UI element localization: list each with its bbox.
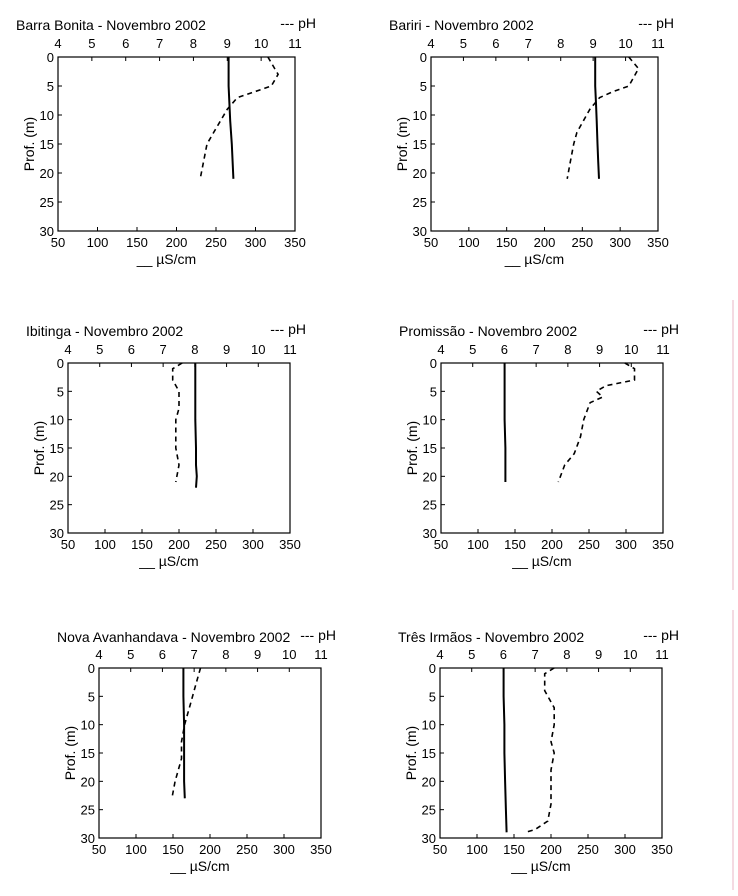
- left-tick-label: 10: [49, 412, 64, 428]
- top-tick-label: 8: [189, 36, 198, 51]
- left-tick-label: 5: [419, 79, 427, 94]
- bottom-tick-label: 300: [244, 235, 267, 250]
- bottom-tick-label: 300: [614, 842, 636, 857]
- left-tick-label: 20: [39, 166, 54, 181]
- top-tick-label: 10: [282, 647, 297, 662]
- y-axis-label: Prof. (m): [404, 420, 420, 476]
- legend-ph: --- pH: [643, 627, 679, 643]
- top-tick-label: 11: [655, 647, 669, 662]
- top-tick-label: 8: [191, 342, 199, 357]
- left-tick-label: 30: [421, 831, 436, 846]
- top-tick-label: 6: [122, 36, 130, 51]
- bottom-tick-label: 350: [284, 235, 306, 250]
- top-tick-label: 5: [127, 647, 135, 662]
- top-tick-label: 10: [618, 36, 633, 51]
- left-tick-label: 15: [422, 441, 437, 456]
- ph-series-line: [172, 668, 201, 798]
- bottom-tick-label: 50: [60, 537, 76, 552]
- x-axis-label: __ µS/cm: [512, 553, 572, 569]
- chart-title: Nova Avanhandava - Novembro 2002: [57, 629, 291, 645]
- bottom-tick-label: 350: [279, 537, 301, 552]
- bottom-tick-label: 150: [131, 537, 153, 552]
- left-tick-label: 30: [80, 831, 95, 846]
- bottom-tick-label: 150: [495, 235, 518, 250]
- left-tick-label: 30: [422, 526, 437, 541]
- bottom-tick-label: 350: [647, 235, 669, 250]
- legend-ph: --- pH: [270, 321, 306, 337]
- top-tick-label: 11: [288, 36, 302, 51]
- bottom-tick-label: 200: [533, 235, 556, 250]
- y-axis-label: Prof. (m): [62, 725, 78, 781]
- ph-series-line: [200, 57, 278, 179]
- top-tick-label: 5: [96, 342, 104, 357]
- bottom-tick-label: 250: [205, 537, 227, 552]
- bottom-tick-label: 250: [236, 842, 258, 857]
- left-tick-label: 5: [56, 384, 64, 400]
- conductivity-series-line: [505, 363, 506, 482]
- conductivity-series-line: [504, 668, 507, 832]
- plot-frame: [99, 668, 321, 838]
- bottom-tick-label: 300: [273, 842, 295, 857]
- top-tick-label: 4: [427, 36, 435, 51]
- ph-series-line: [173, 363, 183, 482]
- top-tick-label: 8: [222, 647, 230, 662]
- x-axis-label: __ µS/cm: [170, 858, 230, 874]
- chart-panel: [389, 15, 674, 267]
- bottom-tick-label: 250: [205, 235, 227, 250]
- left-tick-label: 25: [80, 802, 95, 818]
- top-tick-label: 4: [95, 647, 103, 662]
- bottom-tick-label: 350: [310, 842, 332, 857]
- top-tick-label: 10: [253, 36, 269, 51]
- top-tick-label: 9: [223, 36, 231, 51]
- left-tick-label: 10: [422, 412, 437, 428]
- bottom-tick-label: 150: [503, 842, 525, 857]
- top-tick-label: 10: [251, 342, 266, 357]
- x-axis-label: __ µS/cm: [136, 251, 197, 267]
- top-tick-label: 7: [531, 647, 539, 662]
- left-tick-label: 25: [422, 497, 437, 513]
- plot-frame: [441, 363, 663, 533]
- bottom-tick-label: 300: [609, 235, 632, 250]
- bottom-tick-label: 150: [504, 537, 526, 552]
- bottom-tick-label: 200: [540, 842, 562, 857]
- plot-frame: [440, 668, 662, 838]
- top-tick-label: 8: [563, 647, 571, 662]
- left-tick-label: 5: [46, 79, 54, 94]
- top-tick-label: 7: [532, 342, 540, 357]
- left-tick-label: 30: [412, 224, 427, 239]
- plot-frame: [431, 57, 658, 231]
- chart-panel: [399, 321, 679, 569]
- left-tick-label: 20: [422, 469, 437, 485]
- top-tick-label: 11: [283, 342, 297, 357]
- left-tick-label: 25: [49, 497, 64, 513]
- top-tick-label: 7: [190, 647, 198, 662]
- left-tick-label: 5: [429, 384, 437, 400]
- x-axis-label: __ µS/cm: [139, 553, 199, 569]
- left-tick-label: 0: [46, 50, 54, 65]
- left-tick-label: 15: [412, 137, 427, 152]
- left-tick-label: 10: [39, 108, 54, 123]
- top-tick-label: 9: [222, 342, 231, 357]
- y-axis-label: Prof. (m): [394, 116, 410, 172]
- bottom-tick-label: 350: [651, 842, 673, 857]
- bottom-tick-label: 250: [571, 235, 594, 250]
- bottom-tick-label: 50: [423, 235, 439, 250]
- bottom-tick-label: 150: [126, 235, 148, 250]
- top-tick-label: 5: [459, 36, 468, 51]
- y-axis-label: Prof. (m): [21, 116, 37, 172]
- chart-panel: [398, 627, 679, 874]
- top-tick-label: 7: [159, 342, 167, 357]
- bottom-tick-label: 50: [432, 842, 448, 857]
- bottom-tick-label: 200: [165, 235, 188, 250]
- top-tick-label: 7: [155, 36, 164, 51]
- chart-title: Ibitinga - Novembro 2002: [26, 323, 184, 339]
- chart-title: Três Irmãos - Novembro 2002: [398, 629, 585, 645]
- top-tick-label: 4: [64, 342, 72, 357]
- x-axis-label: __ µS/cm: [504, 251, 565, 267]
- ph-series-line: [567, 57, 638, 179]
- top-tick-label: 5: [468, 647, 476, 662]
- left-tick-label: 15: [80, 746, 95, 761]
- top-tick-label: 11: [656, 342, 670, 357]
- top-tick-label: 10: [624, 342, 639, 357]
- top-tick-label: 6: [158, 647, 167, 662]
- bottom-tick-label: 250: [577, 842, 599, 857]
- left-tick-label: 20: [80, 774, 95, 790]
- top-tick-label: 8: [564, 342, 572, 357]
- bottom-tick-label: 300: [242, 537, 264, 552]
- top-tick-label: 7: [524, 36, 532, 51]
- top-tick-label: 9: [595, 342, 604, 357]
- left-tick-label: 10: [421, 717, 436, 733]
- top-tick-label: 6: [499, 647, 508, 662]
- left-tick-label: 0: [56, 356, 64, 371]
- left-tick-label: 15: [49, 441, 64, 456]
- chart-panel: [16, 15, 316, 267]
- chart-panel: [57, 627, 336, 874]
- top-tick-label: 6: [492, 36, 500, 51]
- legend-ph: --- pH: [643, 321, 679, 337]
- bottom-tick-label: 250: [578, 537, 600, 552]
- left-tick-label: 0: [428, 661, 436, 676]
- top-tick-label: 9: [253, 647, 262, 662]
- bottom-tick-label: 100: [94, 537, 116, 552]
- legend-ph: --- pH: [638, 15, 674, 31]
- y-axis-label: Prof. (m): [403, 725, 419, 781]
- top-tick-label: 11: [314, 647, 328, 662]
- left-tick-label: 10: [412, 108, 427, 123]
- conductivity-series-line: [595, 57, 599, 179]
- left-tick-label: 25: [412, 195, 427, 210]
- top-tick-label: 8: [557, 36, 565, 51]
- chart-title: Promissão - Novembro 2002: [399, 323, 578, 339]
- top-tick-label: 5: [88, 36, 96, 51]
- bottom-tick-label: 200: [199, 842, 221, 857]
- bottom-tick-label: 100: [467, 537, 489, 552]
- bottom-tick-label: 50: [50, 235, 66, 250]
- left-tick-label: 25: [421, 802, 436, 818]
- bottom-tick-label: 200: [168, 537, 190, 552]
- bottom-tick-label: 100: [86, 235, 109, 250]
- left-tick-label: 30: [39, 224, 54, 239]
- conductivity-series-line: [195, 363, 197, 488]
- left-tick-label: 15: [39, 137, 54, 152]
- left-tick-label: 30: [49, 526, 64, 541]
- left-tick-label: 15: [421, 746, 436, 761]
- bottom-tick-label: 300: [615, 537, 637, 552]
- left-tick-label: 5: [87, 689, 95, 705]
- legend-ph: --- pH: [300, 627, 336, 643]
- bottom-tick-label: 100: [466, 842, 488, 857]
- ph-series-line: [526, 668, 555, 832]
- chart-title: Bariri - Novembro 2002: [389, 17, 534, 33]
- chart-title: Barra Bonita - Novembro 2002: [16, 17, 206, 33]
- plot-frame: [58, 57, 295, 231]
- left-tick-label: 0: [419, 50, 427, 65]
- top-tick-label: 6: [500, 342, 509, 357]
- left-tick-label: 20: [412, 166, 427, 181]
- legend-ph: --- pH: [280, 15, 316, 31]
- top-tick-label: 4: [436, 647, 444, 662]
- bottom-tick-label: 100: [125, 842, 147, 857]
- left-tick-label: 25: [39, 195, 54, 210]
- left-tick-label: 20: [49, 469, 64, 485]
- left-tick-label: 10: [80, 717, 95, 733]
- left-tick-label: 0: [429, 356, 437, 371]
- top-tick-label: 5: [469, 342, 477, 357]
- bottom-tick-label: 350: [652, 537, 674, 552]
- top-tick-label: 4: [54, 36, 62, 51]
- bottom-tick-label: 200: [541, 537, 563, 552]
- top-tick-label: 9: [589, 36, 597, 51]
- bottom-tick-label: 50: [91, 842, 107, 857]
- left-tick-label: 20: [421, 774, 436, 790]
- conductivity-series-line: [229, 57, 234, 179]
- x-axis-label: __ µS/cm: [511, 858, 571, 874]
- top-tick-label: 10: [623, 647, 638, 662]
- y-axis-label: Prof. (m): [31, 420, 47, 476]
- ph-series-line: [558, 363, 634, 482]
- left-tick-label: 5: [428, 689, 436, 705]
- plot-frame: [68, 363, 290, 533]
- chart-panel: [26, 321, 306, 569]
- top-tick-label: 6: [127, 342, 136, 357]
- bottom-tick-label: 50: [433, 537, 449, 552]
- bottom-tick-label: 150: [162, 842, 184, 857]
- top-tick-label: 11: [651, 36, 665, 51]
- bottom-tick-label: 100: [457, 235, 480, 250]
- top-tick-label: 4: [437, 342, 445, 357]
- top-tick-label: 9: [594, 647, 603, 662]
- left-tick-label: 0: [87, 661, 95, 676]
